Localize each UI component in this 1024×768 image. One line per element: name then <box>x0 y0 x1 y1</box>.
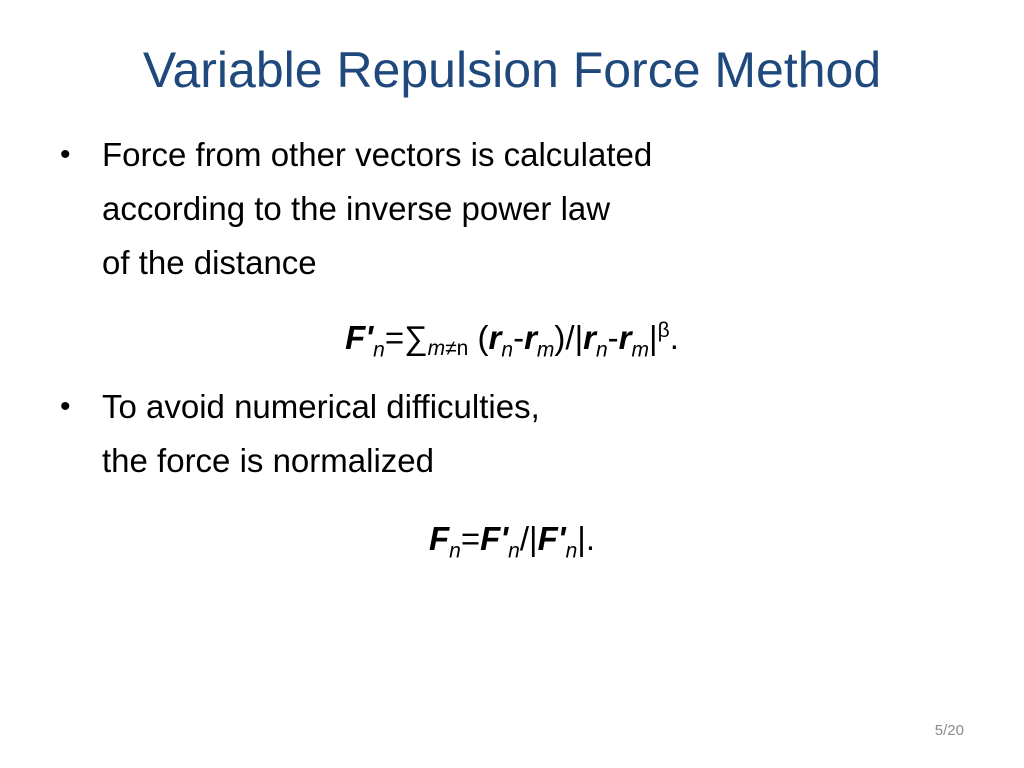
normalized-force-formula <box>0 517 1024 561</box>
formula-operator: . <box>669 319 679 356</box>
bullet-marker: • <box>60 138 71 171</box>
formula-operator: | <box>649 319 658 356</box>
formula-operator: - <box>607 319 619 356</box>
formula-symbol: F <box>428 520 450 557</box>
force-sum-formula <box>0 316 1024 365</box>
formula-exponent: β <box>657 319 670 342</box>
bullet-item <box>60 128 960 290</box>
formula-subscript: m <box>427 337 446 360</box>
formula-operator: = <box>384 319 405 356</box>
bullet-line: To avoid numerical difficulties, <box>102 388 540 425</box>
formula-operator: )/| <box>554 319 584 356</box>
formula-symbol: F' <box>480 520 509 557</box>
bullet-line: according to the inverse power law <box>102 190 611 227</box>
formula-subscript: n <box>565 539 578 563</box>
formula-subscript: n <box>508 539 520 563</box>
page-number: 5/20 <box>934 722 964 739</box>
bullet-marker: • <box>60 390 71 423</box>
formula-symbol: r <box>488 319 502 356</box>
bullet-text <box>102 128 960 290</box>
formula-operator: /| <box>519 520 538 557</box>
bullet-text <box>102 380 960 488</box>
formula-operator: - <box>513 319 525 356</box>
formula-symbol: r <box>583 319 596 356</box>
bullet-line: the force is normalized <box>102 442 434 479</box>
formula-subscript: n <box>595 338 608 362</box>
bullet-line: Force from other vectors is calculated <box>102 136 653 173</box>
bullet-line: of the distance <box>102 244 317 281</box>
formula-subscript: m <box>631 338 650 362</box>
sum-symbol: ∑ <box>404 319 428 356</box>
formula-subscript: n <box>449 539 461 563</box>
formula-subscript: n <box>501 338 514 362</box>
formula-operator: ( <box>477 319 489 356</box>
sum-subscript <box>428 337 469 360</box>
formula-symbol: r <box>524 319 537 356</box>
formula-symbol: F' <box>345 319 374 356</box>
slide-title: Variable Repulsion Force Method <box>142 42 882 98</box>
formula-subscript: m <box>536 338 555 362</box>
formula-subscript: ≠n <box>445 337 469 360</box>
formula-subscript: n <box>373 338 385 362</box>
formula-operator: = <box>460 520 481 557</box>
formula-operator: |. <box>577 520 596 557</box>
formula-symbol: F' <box>537 520 566 557</box>
bullet-item <box>60 380 960 488</box>
formula-symbol: r <box>618 319 632 356</box>
